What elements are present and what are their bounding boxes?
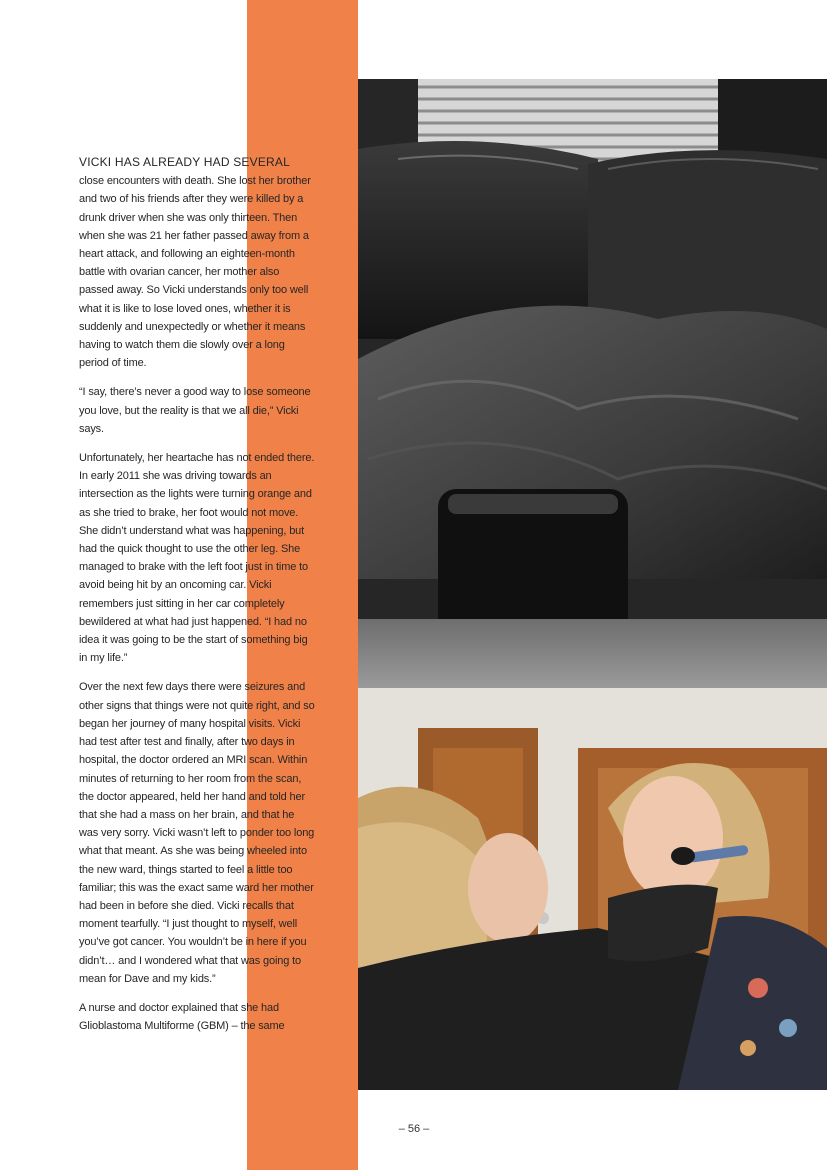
paragraph-4: Over the next few days there were seizures and other signs that things were not quite right, and so began her journey of many hospital visits. Vicki had test after test and finally, after two days in hospital, the doctor ordered an MRI scan. Within minutes of returning to her room from the scan, the doctor appeared, held her hand and told her that she had a mass on her brain, and that he was very sorry. Vicki wasn’t left to ponder too long what that meant. As she was being wheeled into the new ward, things started to feel a little too familiar; this was the exact same ward her mother had been in before she died. Vicki recalls that moment tearfully. “I just thought to myself, well you’ve got cancer. You wouldn’t be in here if you didn’t… and I wondered what that was going to mean for Dave and my kids.” xyxy=(79,681,315,985)
photo-sofa-blanket xyxy=(358,79,827,688)
photo-makeup-application xyxy=(358,688,827,1090)
article-body xyxy=(79,153,315,1046)
paragraph-1 xyxy=(79,153,315,372)
paragraph-3: Unfortunately, her heartache has not ended there. In early 2011 she was driving towards an intersection as the lights were turning orange and as she tried to brake, her foot would not move. She didn’t understand what was happening, but had the quick thought to use the other leg. She managed to brake with the left foot just in time to avoid being hit by an oncoming car. Vicki remembers just sitting in her car completely bewildered at what had just happened. “I had no idea it was going to be the start of something big in my life.” xyxy=(79,452,315,665)
paragraph-2: “I say, there’s never a good way to lose someone you love, but the reality is that we all die,” Vicki says. xyxy=(79,386,311,435)
paragraph-1-text: close encounters with death. She lost her brother and two of his friends after they were killed by a drunk driver when she was only thirteen. Then when she was 21 her father passed away from a heart attack, and following an eighteen-month battle with ovarian cancer, her mother also passed away. So Vicki understands only too well what it is like to lose loved ones, whether it is suddenly and unexpectedly or whether it means having to watch them die slowly over a long period of time. xyxy=(79,175,311,370)
paragraph-5: A nurse and doctor explained that she had Glioblastoma Multiforme (GBM) – the same xyxy=(79,1001,285,1033)
page-number: – 56 – xyxy=(398,1123,430,1135)
lead-in: VICKI HAS ALREADY HAD SEVERAL xyxy=(79,155,290,169)
